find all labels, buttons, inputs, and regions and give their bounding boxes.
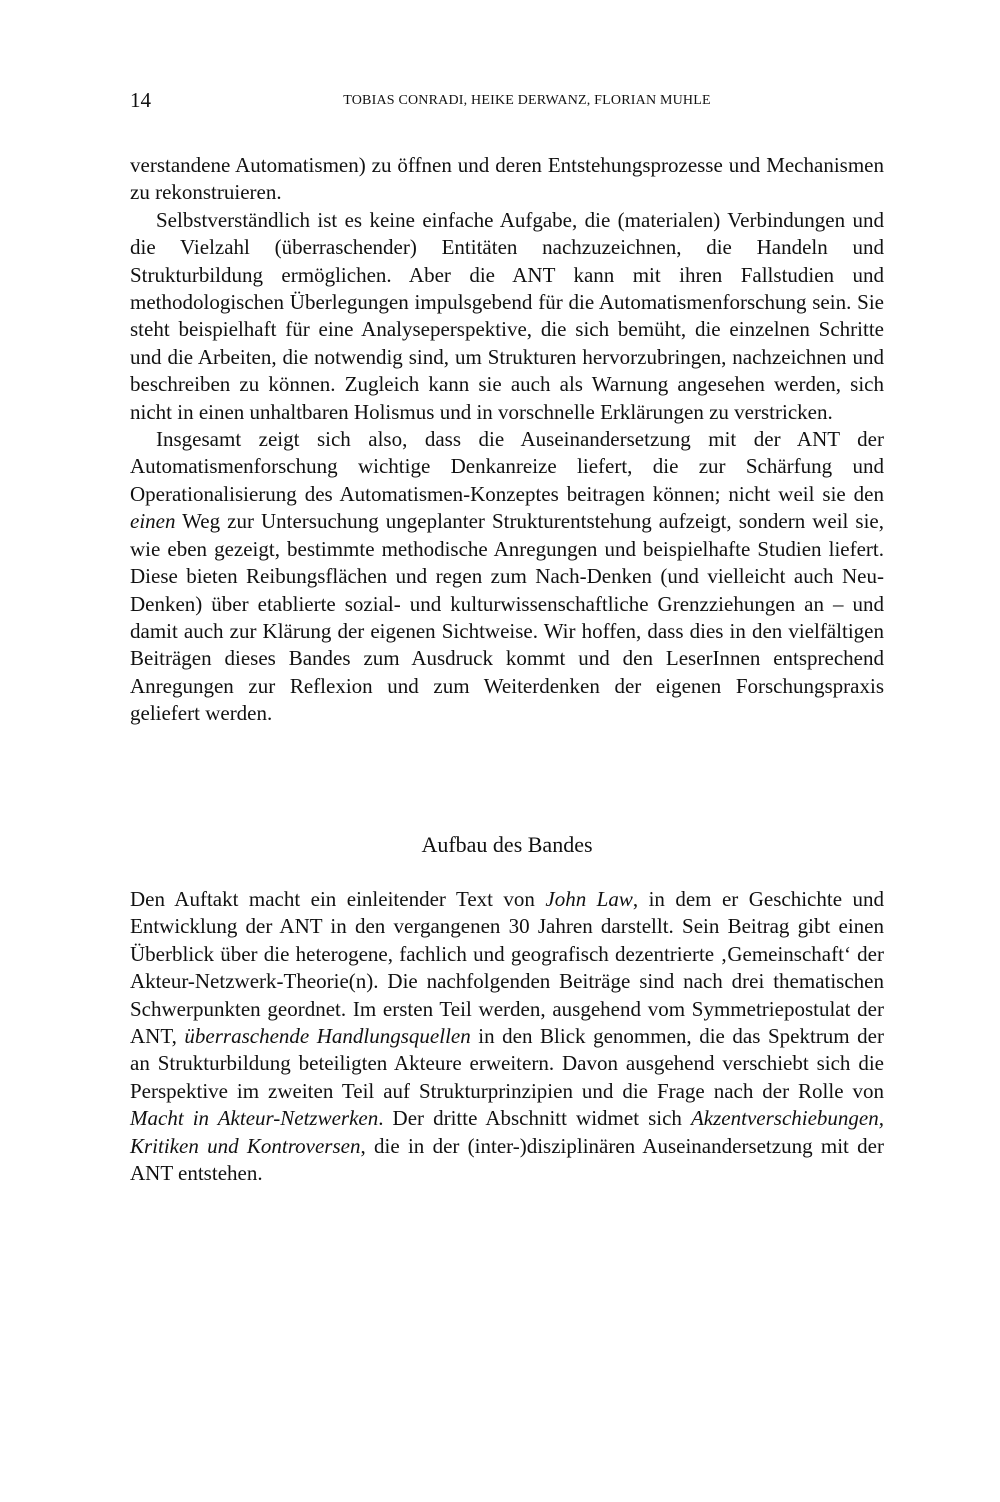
running-head: TOBIAS CONRADI, HEIKE DERWANZ, FLORIAN MUHLE	[343, 93, 711, 108]
section-text-5: , die in der (inter-)disziplinären Auseinandersetzung mit der ANT entstehen.	[130, 1133, 884, 1186]
paragraph-continuation: verstandene Automatismen) zu öffnen und deren Entstehungsprozesse und Mechanismen zu rekonstruieren.	[130, 153, 884, 205]
body-text	[130, 152, 884, 728]
summary-text-b: Weg zur Untersuchung ungeplanter Strukturentstehung aufzeigt, sondern weil sie, wie eben gezeigt, bestimmte methodische Anregungen und beispielhafte Studien liefert. Diese bieten Reibungsflächen und regen zum Nach-Denken (und vielleicht auch Neu-Denken) über etablierte sozial- und kulturwissenschaftliche Grenzziehungen an – und damit auch zur Klärung der eigenen Sichtweise. Wir hoffen, dass dies in den vielfältigen Beiträgen dieses Bandes zum Ausdruck kommt und den LeserInnen entsprechend Anregungen zur Reflexion und zum Weiterdenken der eigenen Forschungspraxis geliefert werden.	[130, 509, 884, 726]
author-name-emphasis: John Law	[545, 887, 633, 911]
summary-text-a: Insgesamt zeigt sich also, dass die Auseinandersetzung mit der ANT der Automatismenforschung wichtige Denkanreize liefert, die zur Schärfung und Operationalisierung des Automatismen-Konzeptes beitragen können; nicht weil sie den	[130, 427, 884, 506]
page-number: 14	[130, 88, 151, 112]
paragraph-summary	[130, 426, 884, 727]
part-two-emphasis: Macht in Akteur-Netzwerken	[130, 1106, 379, 1131]
section-text-3: in den Blick genommen, die das Spektrum der an Strukturbildung beteiligten Akteure erweitern. Davon ausgehend verschiebt sich die Perspektive im zweiten Teil auf Strukturprinzipien und die Frage nach der Rolle von	[130, 1024, 884, 1103]
section-text-1: Den Auftakt macht ein einleitender Text von	[130, 887, 546, 911]
paragraph-volume-structure	[130, 886, 884, 1187]
part-one-emphasis: überraschende Handlungsquellen	[184, 1024, 471, 1049]
section-text-2: , in dem er Geschichte und Entwicklung der ANT in den vergangenen 30 Jahren darstellt. Sein Beitrag gibt einen Überblick über die heterogene, fachlich und geografisch dezentrierte ‚Gemeinschaft‘ der Akteur-Netzwerk-Theorie(n). Die nachfolgenden Beiträge sind nach drei thematischen Schwerpunkten geordnet. Im ersten Teil werden, ausgehend vom Symmetriepostulat der ANT,	[130, 887, 884, 1049]
paragraph-ant-task: Selbstverständlich ist es keine einfache Aufgabe, die (materialen) Verbindungen und die Vielzahl (überraschender) Entitäten nachzuzeichnen, die Handeln und Strukturbildung ermöglichen. Aber die ANT kann mit ihren Fallstudien und methodologischen Überlegungen impulsgebend für die Automatismenforschung sein. Sie steht beispielhaft für eine Analyseperspektive, die sich bemüht, die einzelnen Schritte und die Arbeiten, die notwendig sind, um Strukturen hervorzubringen, nachzeichnen und beschreiben zu können. Zugleich kann sie auch als Warnung angesehen werden, sich nicht in einen unhaltbaren Holismus und in vorschnelle Erklärungen zu verstricken.	[130, 207, 884, 424]
summary-emphasis: einen	[130, 509, 176, 534]
section-heading: Aufbau des Bandes	[421, 832, 593, 857]
part-three-emphasis: Akzentverschiebungen, Kritiken und Kontroversen	[130, 1106, 884, 1158]
section-body	[130, 886, 884, 1187]
page-header	[130, 88, 884, 118]
section-text-4: . Der dritte Abschnitt widmet sich	[378, 1106, 691, 1131]
